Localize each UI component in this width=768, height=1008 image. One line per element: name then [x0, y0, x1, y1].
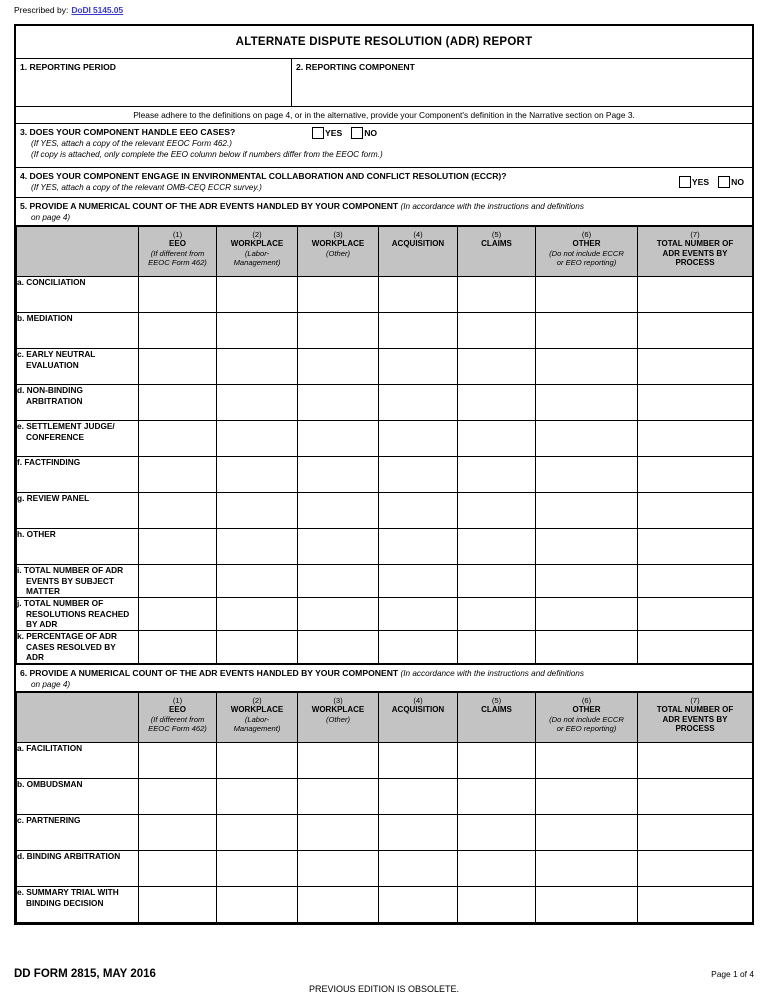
data-cell-col-2[interactable] — [217, 565, 298, 598]
question-4-no-option[interactable] — [718, 176, 744, 188]
table-header-col-4 — [379, 693, 458, 743]
col-number: (7) — [690, 230, 700, 239]
row-label — [17, 815, 139, 851]
col-number: (7) — [690, 696, 700, 705]
question-3-checkbox-group — [312, 127, 377, 139]
row-label-line1: a. CONCILIATION — [17, 277, 86, 287]
reporting-row — [16, 59, 752, 107]
table-row — [17, 421, 753, 457]
table-row — [17, 457, 753, 493]
data-cell-col-4[interactable] — [379, 743, 458, 779]
data-cell-col-4[interactable] — [379, 598, 458, 631]
question-6-main-text: 6. PROVIDE A NUMERICAL COUNT OF THE ADR EVENTS HANDLED BY YOUR COMPONENT — [20, 668, 399, 678]
row-label-line1: a. FACILITATION — [17, 743, 83, 753]
col-subtitle-line2: or EEO reporting) — [556, 257, 617, 267]
data-cell-col-6[interactable] — [536, 887, 638, 923]
col-number: (2) — [252, 230, 262, 239]
data-cell-col-4[interactable] — [379, 349, 458, 385]
row-label-line2: BINDING DECISION — [26, 897, 104, 908]
form-title-bar — [16, 26, 752, 59]
col-title: TOTAL NUMBER OF — [656, 705, 734, 714]
question-4-block — [16, 168, 752, 198]
question-5-block — [16, 198, 752, 226]
form-id-label: DD FORM 2815, MAY 2016 — [14, 968, 156, 980]
question-6-label — [20, 668, 748, 679]
data-cell-col-6[interactable] — [536, 529, 638, 565]
data-cell-col-7[interactable] — [638, 598, 753, 631]
col-title: CLAIMS — [481, 705, 512, 714]
data-cell-col-3[interactable] — [298, 851, 379, 887]
table-header-row — [17, 227, 753, 277]
question-4-label: 4. DOES YOUR COMPONENT ENGAGE IN ENVIRONMENTAL COLLABORATION AND CONFLICT RESOLUTION (ECCR)? — [20, 171, 507, 181]
data-cell-col-3[interactable] — [298, 493, 379, 529]
adr-events-table-5 — [16, 226, 753, 664]
data-cell-col-5[interactable] — [458, 529, 536, 565]
data-cell-col-4[interactable] — [379, 631, 458, 664]
checkbox-icon[interactable] — [718, 176, 730, 188]
row-label-line3: ADR — [26, 652, 44, 662]
row-label-line1: k. PERCENTAGE OF ADR — [17, 631, 118, 641]
data-cell-col-4[interactable] — [379, 815, 458, 851]
data-cell-col-1[interactable] — [139, 743, 217, 779]
table-5-body — [17, 227, 753, 664]
row-label-line1: e. SUMMARY TRIAL WITH — [17, 887, 119, 897]
col-subtitle: (Other) — [325, 714, 351, 724]
checkbox-icon[interactable] — [312, 127, 324, 139]
col-number: (6) — [581, 696, 592, 705]
table-header-col-6 — [536, 227, 638, 277]
table-row — [17, 349, 753, 385]
data-cell-col-5[interactable] — [458, 421, 536, 457]
col-number: (2) — [252, 696, 262, 705]
col-subtitle: (Labor- — [244, 248, 270, 258]
adr-events-table-6 — [16, 692, 753, 923]
col-title: WORKPLACE — [311, 705, 365, 714]
data-cell-col-5[interactable] — [458, 887, 536, 923]
data-cell-col-1[interactable] — [139, 457, 217, 493]
data-cell-col-7[interactable] — [638, 457, 753, 493]
row-label-line3: MATTER — [26, 586, 60, 596]
data-cell-col-2[interactable] — [217, 493, 298, 529]
table-header-col-1 — [139, 227, 217, 277]
row-label-line1: b. OMBUDSMAN — [17, 779, 83, 789]
col-title: WORKPLACE — [230, 705, 284, 714]
data-cell-col-5[interactable] — [458, 815, 536, 851]
data-cell-col-7[interactable] — [638, 887, 753, 923]
reporting-component-label: 2. REPORTING COMPONENT — [296, 62, 415, 72]
question-3-no-option[interactable] — [351, 127, 377, 139]
row-label — [17, 565, 139, 598]
data-cell-col-4[interactable] — [379, 385, 458, 421]
table-header-col-2 — [217, 227, 298, 277]
data-cell-col-7[interactable] — [638, 421, 753, 457]
data-cell-col-6[interactable] — [536, 779, 638, 815]
col-number: (6) — [581, 230, 592, 239]
col-title: OTHER — [572, 239, 601, 248]
prescribed-by — [14, 5, 123, 15]
table-header-col-2 — [217, 693, 298, 743]
table-row — [17, 631, 753, 664]
table-header-row — [17, 693, 753, 743]
data-cell-col-2[interactable] — [217, 851, 298, 887]
data-cell-col-5[interactable] — [458, 779, 536, 815]
data-cell-col-6[interactable] — [536, 493, 638, 529]
data-cell-col-4[interactable] — [379, 887, 458, 923]
table-row — [17, 598, 753, 631]
data-cell-col-7[interactable] — [638, 779, 753, 815]
table-header-col-5 — [458, 227, 536, 277]
data-cell-col-7[interactable] — [638, 851, 753, 887]
data-cell-col-4[interactable] — [379, 277, 458, 313]
data-cell-col-3[interactable] — [298, 815, 379, 851]
row-label-line1: d. NON-BINDING — [17, 385, 83, 395]
question-3-sub2: (If copy is attached, only complete the EEO column below if numbers differ from the EEOC form.) — [31, 150, 383, 159]
data-cell-col-7[interactable] — [638, 815, 753, 851]
data-cell-col-1[interactable] — [139, 313, 217, 349]
data-cell-col-2[interactable] — [217, 277, 298, 313]
table-row — [17, 743, 753, 779]
data-cell-col-2[interactable] — [217, 779, 298, 815]
data-cell-col-2[interactable] — [217, 598, 298, 631]
previous-edition-label: PREVIOUS EDITION IS OBSOLETE. — [308, 984, 460, 994]
row-label-line2: ARBITRATION — [26, 395, 83, 406]
data-cell-col-7[interactable] — [638, 313, 753, 349]
col-subtitle: (If different from — [150, 248, 205, 258]
table-row — [17, 887, 753, 923]
question-4-sub1: (If YES, attach a copy of the relevant OMB-CEQ ECCR survey.) — [31, 183, 262, 192]
data-cell-col-5[interactable] — [458, 313, 536, 349]
row-label-line2: EVALUATION — [26, 359, 79, 370]
row-label — [17, 277, 139, 313]
data-cell-col-5[interactable] — [458, 493, 536, 529]
col-subtitle-line2: EEOC Form 462) — [148, 257, 207, 267]
data-cell-col-7[interactable] — [638, 743, 753, 779]
dodi-reference-link[interactable]: DoDI 5145.05 — [71, 5, 124, 15]
col-subtitle: (Do not include ECCR — [549, 248, 624, 258]
data-cell-col-3[interactable] — [298, 631, 379, 664]
data-cell-col-4[interactable] — [379, 529, 458, 565]
col-title-line2: ADR EVENTS BY — [662, 248, 728, 258]
data-cell-col-4[interactable] — [379, 565, 458, 598]
data-cell-col-1[interactable] — [139, 529, 217, 565]
data-cell-col-5[interactable] — [458, 457, 536, 493]
checkbox-icon[interactable] — [679, 176, 691, 188]
page-number-label: Page 1 of 4 — [711, 969, 754, 979]
question-4-yes-option[interactable] — [679, 176, 709, 188]
row-label-line1: b. MEDIATION — [17, 313, 73, 323]
data-cell-col-1[interactable] — [139, 598, 217, 631]
prescribed-by-label: Prescribed by: — [14, 5, 69, 15]
table-row — [17, 815, 753, 851]
data-cell-col-6[interactable] — [536, 743, 638, 779]
table-header-col-5 — [458, 693, 536, 743]
definitions-note-text: Please adhere to the definitions on page 4, or in the alternative, provide your Component's definition in the Narrative section on Page 3. — [133, 110, 635, 120]
row-label-line1: f. FACTFINDING — [17, 457, 81, 467]
col-number: (4) — [413, 696, 423, 705]
col-title-line2: ADR EVENTS BY — [662, 714, 728, 724]
question-6-italic-text: (In accordance with the instructions and definitions — [400, 669, 584, 678]
row-label — [17, 887, 139, 923]
data-cell-col-3[interactable] — [298, 565, 379, 598]
row-label — [17, 493, 139, 529]
table-header-col-1 — [139, 693, 217, 743]
row-label-line1: g. REVIEW PANEL — [17, 493, 90, 503]
col-title: ACQUISITION — [391, 705, 445, 714]
data-cell-col-3[interactable] — [298, 277, 379, 313]
data-cell-col-3[interactable] — [298, 385, 379, 421]
col-subtitle: (Labor- — [244, 714, 270, 724]
table-header-col-3 — [298, 227, 379, 277]
table-row — [17, 529, 753, 565]
data-cell-col-1[interactable] — [139, 349, 217, 385]
col-title: WORKPLACE — [230, 239, 284, 248]
question-4-no-label: NO — [731, 177, 744, 187]
row-label — [17, 385, 139, 421]
row-label-line2: RESOLUTIONS REACHED — [26, 608, 130, 619]
data-cell-col-7[interactable] — [638, 529, 753, 565]
data-cell-col-4[interactable] — [379, 851, 458, 887]
row-label — [17, 851, 139, 887]
question-3-yes-option[interactable] — [312, 127, 342, 139]
data-cell-col-6[interactable] — [536, 421, 638, 457]
data-cell-col-1[interactable] — [139, 493, 217, 529]
row-label-line1: e. SETTLEMENT JUDGE/ — [17, 421, 115, 431]
row-label-line2: EVENTS BY SUBJECT — [26, 575, 114, 586]
data-cell-col-1[interactable] — [139, 631, 217, 664]
data-cell-col-2[interactable] — [217, 529, 298, 565]
question-5-main-text: 5. PROVIDE A NUMERICAL COUNT OF THE ADR EVENTS HANDLED BY YOUR COMPONENT — [20, 201, 399, 211]
table-header-col-4 — [379, 227, 458, 277]
data-cell-col-4[interactable] — [379, 493, 458, 529]
row-label — [17, 421, 139, 457]
data-cell-col-4[interactable] — [379, 457, 458, 493]
question-3-yes-label: YES — [325, 128, 343, 138]
data-cell-col-7[interactable] — [638, 277, 753, 313]
col-title: EEO — [169, 705, 186, 714]
col-number: (5) — [491, 230, 502, 239]
data-cell-col-6[interactable] — [536, 631, 638, 664]
data-cell-col-6[interactable] — [536, 313, 638, 349]
row-label-line3: BY ADR — [26, 619, 58, 629]
row-label — [17, 598, 139, 631]
question-3-label: 3. DOES YOUR COMPONENT HANDLE EEO CASES? — [20, 127, 236, 137]
col-subtitle-line2: EEOC Form 462) — [148, 723, 207, 733]
reporting-period-label: 1. REPORTING PERIOD — [20, 62, 116, 72]
col-subtitle-line2: or EEO reporting) — [556, 723, 617, 733]
row-label-line2: CONFERENCE — [26, 431, 85, 442]
col-title: EEO — [169, 239, 186, 248]
table-row — [17, 277, 753, 313]
table-row — [17, 779, 753, 815]
row-label-line1: d. BINDING ARBITRATION — [17, 851, 121, 861]
data-cell-col-2[interactable] — [217, 313, 298, 349]
row-label — [17, 743, 139, 779]
data-cell-col-7[interactable] — [638, 631, 753, 664]
data-cell-col-2[interactable] — [217, 457, 298, 493]
col-subtitle-line2: Management) — [233, 723, 281, 733]
data-cell-col-3[interactable] — [298, 743, 379, 779]
data-cell-col-6[interactable] — [536, 385, 638, 421]
table-header-col-7 — [638, 693, 753, 743]
reporting-component-field[interactable] — [292, 59, 752, 106]
checkbox-icon[interactable] — [351, 127, 363, 139]
table-row — [17, 385, 753, 421]
row-label — [17, 457, 139, 493]
col-number: (1) — [172, 696, 183, 705]
data-cell-col-5[interactable] — [458, 349, 536, 385]
col-title-line3: PROCESS — [675, 724, 715, 733]
data-cell-col-5[interactable] — [458, 385, 536, 421]
data-cell-col-2[interactable] — [217, 743, 298, 779]
question-3-sub1: (If YES, attach a copy of the relevant EEOC Form 462.) — [31, 139, 232, 148]
data-cell-col-1[interactable] — [139, 277, 217, 313]
question-4-checkbox-group — [679, 176, 744, 188]
table-header-corner — [17, 227, 139, 277]
data-cell-col-2[interactable] — [217, 385, 298, 421]
data-cell-col-5[interactable] — [458, 851, 536, 887]
data-cell-col-2[interactable] — [217, 349, 298, 385]
question-4-yes-label: YES — [691, 177, 710, 187]
data-cell-col-3[interactable] — [298, 421, 379, 457]
table-header-col-6 — [536, 693, 638, 743]
table-row — [17, 493, 753, 529]
data-cell-col-4[interactable] — [379, 779, 458, 815]
col-number: (1) — [172, 230, 183, 239]
row-label-line1: j. TOTAL NUMBER OF — [17, 598, 104, 608]
data-cell-col-4[interactable] — [379, 421, 458, 457]
row-label-line1: c. EARLY NEUTRAL — [17, 349, 96, 359]
col-subtitle: (If different from — [150, 714, 205, 724]
row-label-line1: c. PARTNERING — [17, 815, 81, 825]
data-cell-col-3[interactable] — [298, 349, 379, 385]
table-header-col-3 — [298, 693, 379, 743]
data-cell-col-1[interactable] — [139, 421, 217, 457]
col-subtitle: (Do not include ECCR — [549, 714, 624, 724]
data-cell-col-5[interactable] — [458, 565, 536, 598]
row-label-line1: i. TOTAL NUMBER OF ADR — [17, 565, 124, 575]
col-subtitle-line2: Management) — [233, 257, 281, 267]
col-title: ACQUISITION — [391, 239, 445, 248]
data-cell-col-5[interactable] — [458, 743, 536, 779]
data-cell-col-6[interactable] — [536, 598, 638, 631]
question-3-block — [16, 124, 752, 168]
question-5-italic-text2: on page 4) — [31, 213, 71, 222]
data-cell-col-5[interactable] — [458, 631, 536, 664]
data-cell-col-6[interactable] — [536, 277, 638, 313]
data-cell-col-2[interactable] — [217, 815, 298, 851]
data-cell-col-3[interactable] — [298, 457, 379, 493]
data-cell-col-5[interactable] — [458, 598, 536, 631]
table-6-body — [17, 693, 753, 923]
data-cell-col-3[interactable] — [298, 887, 379, 923]
question-5-label — [20, 201, 748, 212]
data-cell-col-6[interactable] — [536, 457, 638, 493]
row-label-line2: CASES RESOLVED BY — [26, 641, 116, 652]
data-cell-col-7[interactable] — [638, 349, 753, 385]
row-label — [17, 779, 139, 815]
data-cell-col-4[interactable] — [379, 313, 458, 349]
data-cell-col-1[interactable] — [139, 565, 217, 598]
col-number: (4) — [413, 230, 423, 239]
row-label — [17, 349, 139, 385]
data-cell-col-7[interactable] — [638, 385, 753, 421]
page-title: ALTERNATE DISPUTE RESOLUTION (ADR) REPORT — [235, 36, 533, 48]
reporting-period-field[interactable] — [16, 59, 292, 106]
form-frame — [14, 24, 754, 925]
data-cell-col-6[interactable] — [536, 815, 638, 851]
data-cell-col-1[interactable] — [139, 851, 217, 887]
question-5-italic-text: (In accordance with the instructions and definitions — [400, 202, 584, 211]
data-cell-col-1[interactable] — [139, 887, 217, 923]
question-3-no-label: NO — [364, 128, 378, 138]
data-cell-col-6[interactable] — [536, 349, 638, 385]
col-subtitle: (Other) — [325, 248, 351, 258]
col-title: TOTAL NUMBER OF — [656, 239, 734, 248]
data-cell-col-1[interactable] — [139, 779, 217, 815]
col-number: (5) — [491, 696, 502, 705]
row-label — [17, 631, 139, 664]
definitions-note — [16, 107, 752, 124]
table-row — [17, 313, 753, 349]
table-row — [17, 851, 753, 887]
table-header-col-7 — [638, 227, 753, 277]
col-title: CLAIMS — [481, 239, 512, 248]
data-cell-col-7[interactable] — [638, 493, 753, 529]
col-title-line3: PROCESS — [675, 258, 715, 267]
data-cell-col-2[interactable] — [217, 421, 298, 457]
col-number: (3) — [333, 696, 343, 705]
row-label — [17, 313, 139, 349]
data-cell-col-6[interactable] — [536, 851, 638, 887]
question-6-italic-text2: on page 4) — [31, 680, 71, 689]
data-cell-col-2[interactable] — [217, 631, 298, 664]
col-number: (3) — [333, 230, 343, 239]
col-title: WORKPLACE — [311, 239, 365, 248]
form-footer — [14, 968, 754, 998]
row-label-line1: h. OTHER — [17, 529, 56, 539]
row-label — [17, 529, 139, 565]
table-row — [17, 565, 753, 598]
table-header-corner — [17, 693, 139, 743]
data-cell-col-3[interactable] — [298, 313, 379, 349]
col-title: OTHER — [572, 705, 601, 714]
data-cell-col-1[interactable] — [139, 815, 217, 851]
data-cell-col-3[interactable] — [298, 529, 379, 565]
data-cell-col-3[interactable] — [298, 598, 379, 631]
data-cell-col-5[interactable] — [458, 277, 536, 313]
data-cell-col-1[interactable] — [139, 385, 217, 421]
data-cell-col-6[interactable] — [536, 565, 638, 598]
data-cell-col-2[interactable] — [217, 887, 298, 923]
data-cell-col-3[interactable] — [298, 779, 379, 815]
question-6-block — [16, 664, 752, 692]
data-cell-col-7[interactable] — [638, 565, 753, 598]
